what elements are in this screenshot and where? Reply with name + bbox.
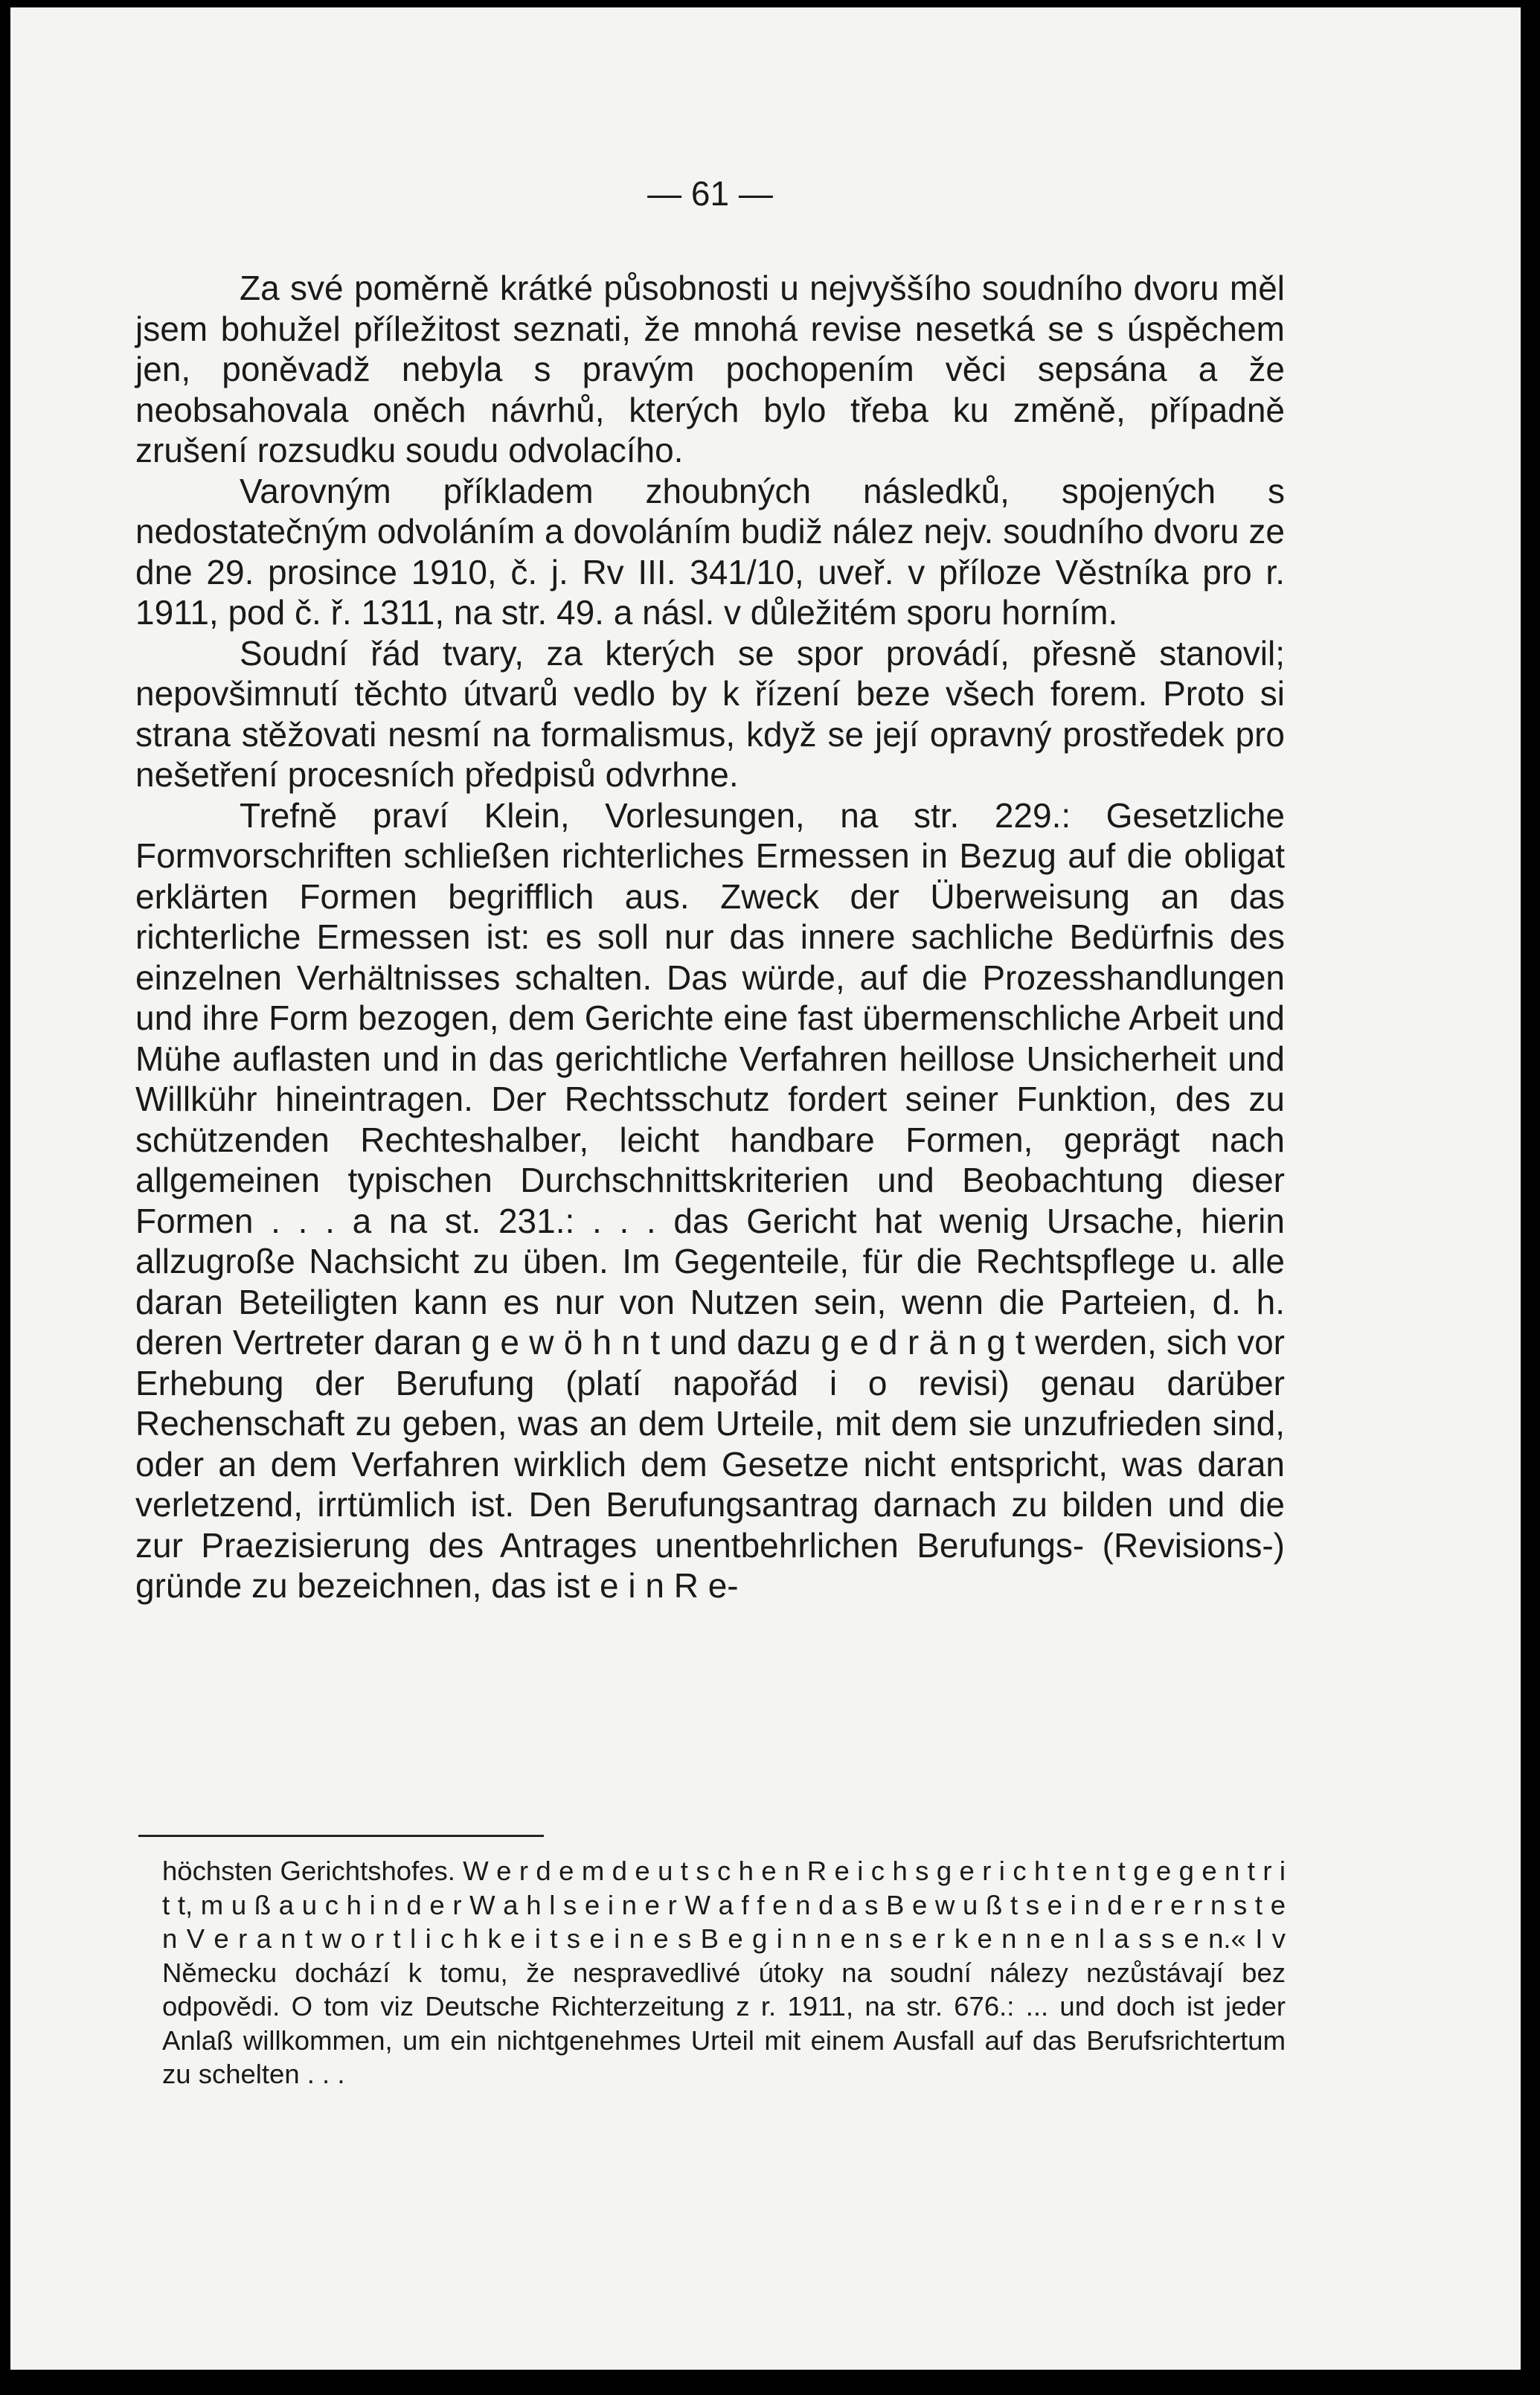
paragraph-3: Soudní řád tvary, za kterých se spor provádí, přesně stanovil; nepovšimnutí těchto útvarů vedlo by k řízení beze všech forem. Proto si strana stěžovati nesmí na formalismus, když se její opravný prostředek pro nešetření procesních předpisů odvrhne. bbox=[135, 633, 1285, 794]
paragraph-1: Za své poměrně krátké působnosti u nejvyššího soudního dvoru měl jsem bohužel příležitost seznati, že mnohá revise nesetká se s úspěchem jen, poněvadž nebyla s pravým pochopením věci sepsána a že neobsahovala oněch návrhů, kterých bylo třeba ku změně, případně zrušení rozsudku soudu odvolacího. bbox=[135, 269, 1285, 469]
footnote-divider bbox=[138, 1835, 544, 1837]
paragraph-2: Varovným příkladem zhoubných následků, spojených s nedostatečným odvoláním a dovoláním budiž nález nejv. soudního dvoru ze dne 29. prosince 1910, č. j. Rv III. 341/10, uveř. v příloze Věstníka pro r. 1911, pod č. ř. 1311, na str. 49. a násl. v důležitém sporu horním. bbox=[135, 471, 1285, 632]
footnote bbox=[162, 1854, 1286, 2091]
page-number: — 61 — bbox=[647, 174, 773, 213]
scanned-page bbox=[10, 7, 1521, 2370]
paragraph-4: Trefně praví Klein, Vorlesungen, na str. 229.: Gesetzliche Formvorschriften schließen richterliches Ermessen in Bezug auf die obligat erklärten Formen begrifflich aus. Zweck der Überweisung an das richterliche Ermessen ist: es soll nur das innere sachliche Bedürfnis des einzelnen Verhältnisses schalten. Das würde, auf die Prozesshandlungen und ihre Form bezogen, dem Gerichte eine fast übermenschliche Arbeit und Mühe auflasten und in das gerichtliche Verfahren heillose Unsicherheit und Willkühr hineintragen. Der Rechtsschutz fordert seiner Funktion, des zu schützenden Rechteshalber, leicht handbare Formen, geprägt nach allgemeinen typischen Durchschnittskriterien und Beobachtung dieser Formen . . . a na st. 231.: . . . das Gericht hat wenig Ursache, hierin allzugroße Nachsicht zu üben. Im Gegenteile, für die Rechtspflege u. alle daran Beteiligten kann es nur von Nutzen sein, wenn die Parteien, d. h. deren Vertreter daran g e w ö h n t und dazu g e d r ä n g t werden, sich vor Erhebung der Berufung (platí napořád i o revisi) genau darüber Rechenschaft zu geben, was an dem Urteile, mit dem sie unzufrieden sind, oder an dem Verfahren wirklich dem Gesetze nicht entspricht, was daran verletzend, irrtümlich ist. Den Berufungsantrag darnach zu bilden und die zur Praezisierung des Antrages unentbehrlichen Berufungs- (Revisions-) gründe zu bezeichnen, das ist e i n R e- bbox=[135, 795, 1285, 1605]
footnote-text: höchsten Gerichtshofes. W e r d e m d e u t s c h e n R e i c h s g e r i c h t e n t g e g e n t r i t t, m u ß a u c h i n d e r W a h l s e i n e r W a f f e n d a s B e w u ß t s e i n d e r e r n s t e n V e r a n t w o r t l i c h k e i t s e i n e s B e g i n n e n s e r k e n n e n l a s s e n.« I v Německu dochází k tomu, že nespravedlivé útoky na soudní nálezy nezůstávají bez odpovědi. O tom viz Deutsche Richterzeitung z r. 1911, na str. 676.: ... und doch ist jeder Anlaß willkommen, um ein nichtgenehmes Urteil mit einem Ausfall auf das Berufsrichtertum zu schelten . . . bbox=[162, 1856, 1286, 2089]
main-text bbox=[135, 268, 1285, 1606]
